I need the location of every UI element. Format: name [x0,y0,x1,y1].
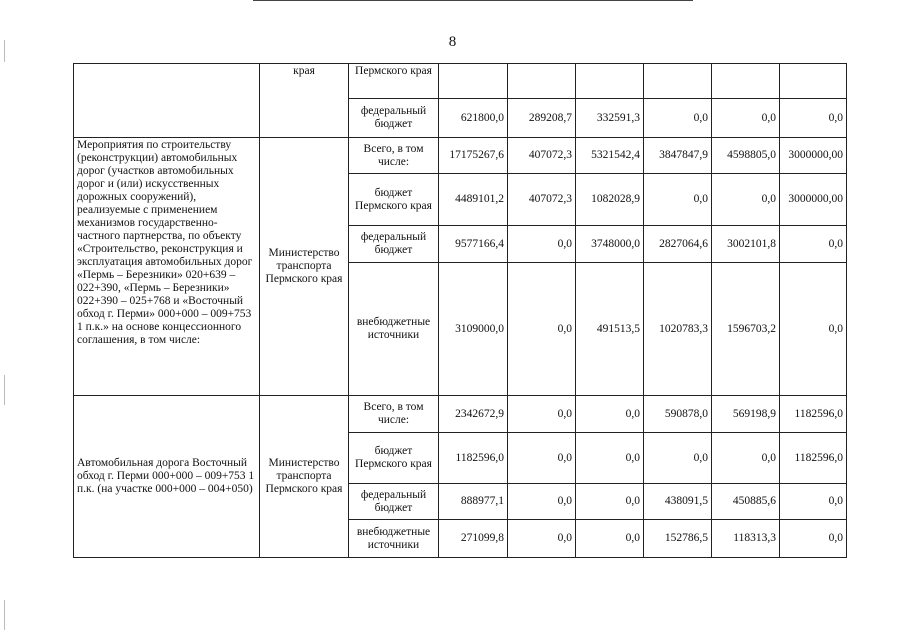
funding-source: бюджет Пермского края [349,433,439,484]
top-border-line [253,0,693,1]
measure-description: Мероприятия по строительству (реконструкции) автомобильных дорог (участков автомобильных дорог и (или) искусственных дорожных сооружений), реализуемые с применением механизмов государственно-частного партнерства, по объекту «Строительство, реконструкция и эксплуатация автомобильных дорог «Пермь – Березники» 020+639 – 022+390, «Пермь – Березники» 022+390 – 025+768 и «Восточный обход г. Перми» 000+000 – 009+753 1 п.к.» на основе концессионного соглашения, в том числе: [74,138,260,396]
amount-cell: 271099,8 [439,520,508,558]
amount-cell: 118313,3 [712,520,780,558]
amount-cell [576,64,644,99]
amount-cell: 0,0 [508,520,576,558]
amount-cell: 0,0 [508,226,576,263]
responsible-organization: края [260,64,349,138]
amount-cell: 0,0 [780,520,847,558]
amount-cell: 3748000,0 [576,226,644,263]
scan-margin-mark [4,375,5,405]
amount-cell: 0,0 [780,226,847,263]
amount-cell [644,64,712,99]
amount-cell: 5321542,4 [576,138,644,174]
table-row [74,64,847,99]
funding-source: Пермского края [349,64,439,99]
responsible-organization: Министерство транспорта Пермского края [260,138,349,396]
amount-cell: 0,0 [508,484,576,520]
amount-cell: 4598805,0 [712,138,780,174]
amount-cell [712,64,780,99]
responsible-organization: Министерство транспорта Пермского края [260,396,349,558]
funding-source: федеральный бюджет [349,99,439,138]
amount-cell: 1182596,0 [780,433,847,484]
page-number: 8 [448,34,457,50]
amount-cell: 3847847,9 [644,138,712,174]
amount-cell: 4489101,2 [439,174,508,226]
amount-cell [780,64,847,99]
amount-cell: 621800,0 [439,99,508,138]
table-row [74,138,847,174]
amount-cell: 1182596,0 [780,396,847,433]
funding-source: федеральный бюджет [349,226,439,263]
amount-cell: 407072,3 [508,138,576,174]
amount-cell: 0,0 [780,484,847,520]
amount-cell: 0,0 [644,433,712,484]
funding-source: бюджет Пермского края [349,174,439,226]
amount-cell: 3000000,00 [780,174,847,226]
amount-cell: 888977,1 [439,484,508,520]
amount-cell: 590878,0 [644,396,712,433]
amount-cell: 450885,6 [712,484,780,520]
funding-source: федеральный бюджет [349,484,439,520]
funding-source: Всего, в том числе: [349,138,439,174]
amount-cell: 0,0 [712,99,780,138]
amount-cell: 3002101,8 [712,226,780,263]
amount-cell: 491513,5 [576,263,644,396]
amount-cell: 0,0 [712,433,780,484]
amount-cell: 17175267,6 [439,138,508,174]
funding-source: внебюджетные источники [349,263,439,396]
amount-cell: 0,0 [780,263,847,396]
amount-cell: 0,0 [576,433,644,484]
amount-cell: 1182596,0 [439,433,508,484]
amount-cell: 0,0 [576,520,644,558]
amount-cell: 332591,3 [576,99,644,138]
amount-cell: 152786,5 [644,520,712,558]
amount-cell: 2827064,6 [644,226,712,263]
table-row [74,396,847,433]
amount-cell: 1020783,3 [644,263,712,396]
funding-source: Всего, в том числе: [349,396,439,433]
amount-cell: 289208,7 [508,99,576,138]
amount-cell: 0,0 [780,99,847,138]
measure-description: Автомобильная дорога Восточный обход г. Перми 000+000 – 009+753 1 п.к. (на участке 000+000 – 004+050) [74,396,260,558]
amount-cell: 0,0 [644,99,712,138]
amount-cell [439,64,508,99]
amount-cell: 0,0 [576,484,644,520]
amount-cell: 0,0 [712,174,780,226]
amount-cell: 2342672,9 [439,396,508,433]
measure-description [74,64,260,138]
amount-cell: 9577166,4 [439,226,508,263]
amount-cell [508,64,576,99]
amount-cell: 569198,9 [712,396,780,433]
amount-cell: 1082028,9 [576,174,644,226]
funding-table [73,63,847,558]
amount-cell: 3109000,0 [439,263,508,396]
amount-cell: 438091,5 [644,484,712,520]
amount-cell: 407072,3 [508,174,576,226]
scan-margin-mark [4,600,5,630]
amount-cell: 3000000,00 [780,138,847,174]
amount-cell: 0,0 [508,433,576,484]
funding-source: внебюджетные источники [349,520,439,558]
amount-cell: 0,0 [576,396,644,433]
amount-cell: 0,0 [508,263,576,396]
amount-cell: 1596703,2 [712,263,780,396]
amount-cell: 0,0 [508,396,576,433]
amount-cell: 0,0 [644,174,712,226]
